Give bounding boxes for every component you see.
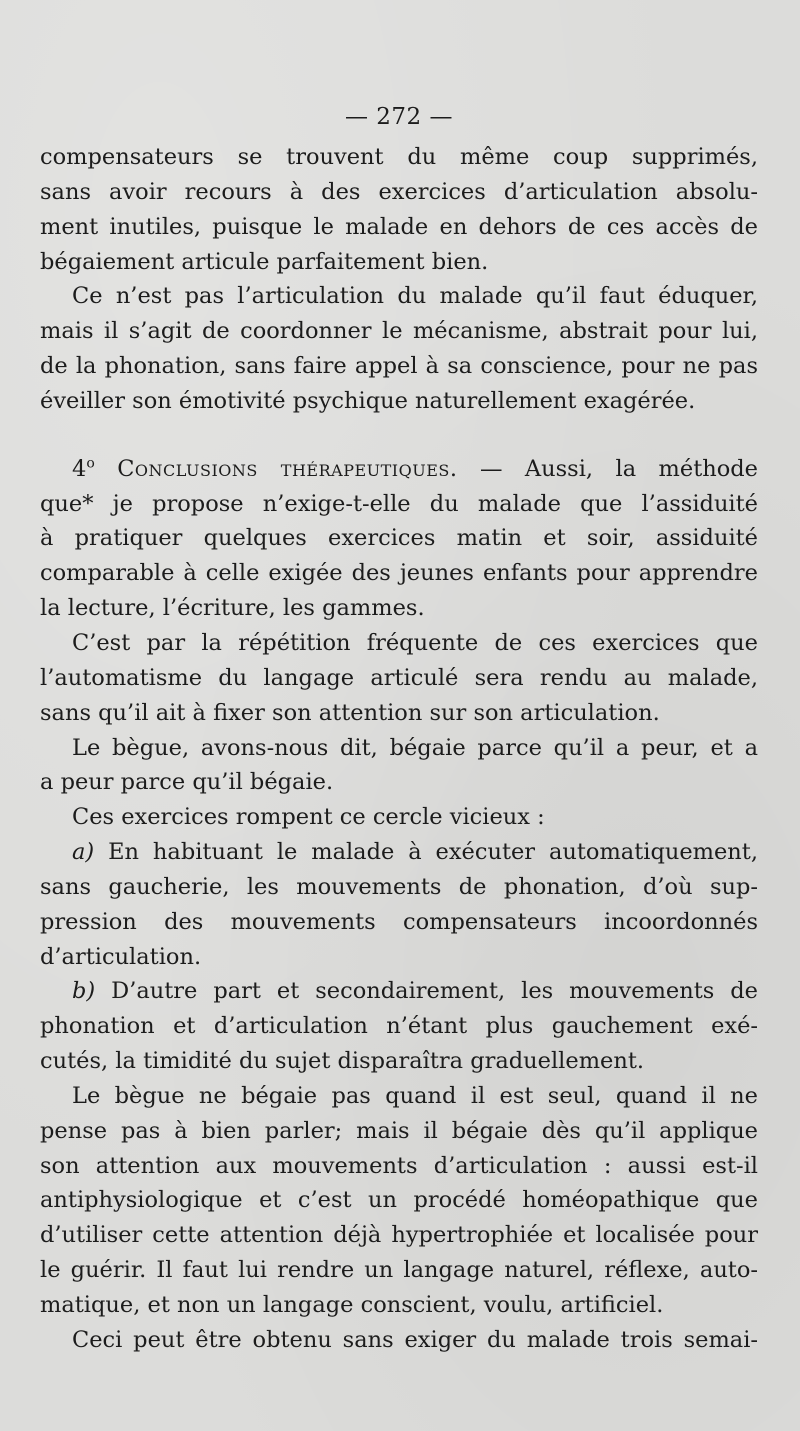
text-line: d’utiliser cette attention déjà hypertrophiée et localisée pour (40, 1222, 758, 1249)
text-line: comparable à celle exigée des jeunes enfants pour apprendre (40, 560, 758, 587)
paragraph (40, 1323, 758, 1358)
text-line: éveiller son émotivité psychique naturellement exagérée. (40, 387, 696, 414)
text-line: mais il s’agit de coordonner le mécanisme, abstrait pour lui, (40, 318, 758, 345)
paragraph (40, 626, 758, 731)
text-line: phonation et d’articulation n’étant plus gauchement exé- (40, 1013, 758, 1040)
text-line: sans avoir recours à des exercices d’articulation absolu- (40, 178, 758, 205)
text-line: antiphysiologique et c’est un procédé homéopathique que (40, 1187, 758, 1214)
text-line: Ceci peut être obtenu sans exiger du malade trois semai- (72, 1326, 758, 1353)
paragraph (40, 1079, 758, 1323)
section-title: Conclusions thérapeutiques. (117, 455, 458, 482)
text-line: cutés, la timidité du sujet disparaîtra graduellement. (40, 1048, 645, 1075)
item-label: a) (72, 839, 95, 866)
text-line: Le bègue, avons-nous dit, bégaie parce qu’il a peur, et a (72, 734, 758, 761)
item-text: En habituant le malade à exécuter automatiquement, (94, 839, 758, 866)
paragraph (40, 279, 758, 418)
text-line: C’est par la répétition fréquente de ces exercices que (72, 629, 758, 656)
page-number: — 272 — (344, 104, 454, 130)
text-line: son attention aux mouvements d’articulation : aussi est-il (40, 1152, 758, 1179)
list-item (40, 835, 758, 974)
section-spacer (40, 419, 758, 452)
section-paragraph (40, 452, 758, 626)
page-body (40, 98, 758, 1358)
text-line (40, 835, 758, 870)
text-line: Ces exercices rompent ce cercle vicieux : (72, 804, 545, 831)
text-line: sans gaucherie, les mouvements de phonation, d’où sup- (40, 873, 758, 900)
text-line: compensateurs se trouvent du même coup supprimés, (40, 144, 758, 170)
paragraph (40, 731, 758, 801)
text-line: de la phonation, sans faire appel à sa conscience, pour ne pas (40, 353, 758, 380)
paragraph (40, 140, 758, 279)
item-text: D’autre part et secondairement, les mouvements de (95, 978, 758, 1005)
text-line: l’automatisme du langage articulé sera rendu au malade, (40, 664, 758, 691)
text-line (40, 974, 758, 1009)
text-line: pression des mouvements compensateurs incoordonnés (40, 908, 758, 935)
text-line: bégaiement articule parfaitement bien. (40, 248, 489, 275)
text-line: pense pas à bien parler; mais il bégaie dès qu’il applique (40, 1117, 758, 1144)
section-first-line-text: — Aussi, la méthode (457, 455, 758, 482)
text-line: Le bègue ne bégaie pas quand il est seul, quand il ne (72, 1082, 758, 1109)
text-line: ment inutiles, puisque le malade en dehors de ces accès de (40, 213, 758, 240)
text-line: le guérir. Il faut lui rendre un langage naturel, réflexe, auto- (40, 1257, 758, 1284)
text-line: a peur parce qu’il bégaie. (40, 769, 334, 796)
text-line: d’articulation. (40, 943, 202, 970)
item-label: b) (72, 978, 96, 1005)
paragraph (40, 800, 758, 835)
section-number: 4 (72, 455, 87, 482)
text-line: que* je propose n’exige-t-elle du malade que l’assiduité (40, 490, 758, 517)
text-line: sans qu’il ait à fixer son attention sur son articulation. (40, 699, 660, 726)
text-line: la lecture, l’écriture, les gammes. (40, 595, 425, 622)
section-heading-line (40, 452, 758, 487)
text-line: Ce n’est pas l’articulation du malade qu’il faut éduquer, (72, 283, 758, 310)
list-item (40, 974, 758, 1079)
section-number-superscript: o (86, 455, 95, 472)
text-line: à pratiquer quelques exercices matin et soir, assiduité (40, 525, 758, 552)
text-line: matique, et non un langage conscient, voulu, artificiel. (40, 1292, 664, 1318)
